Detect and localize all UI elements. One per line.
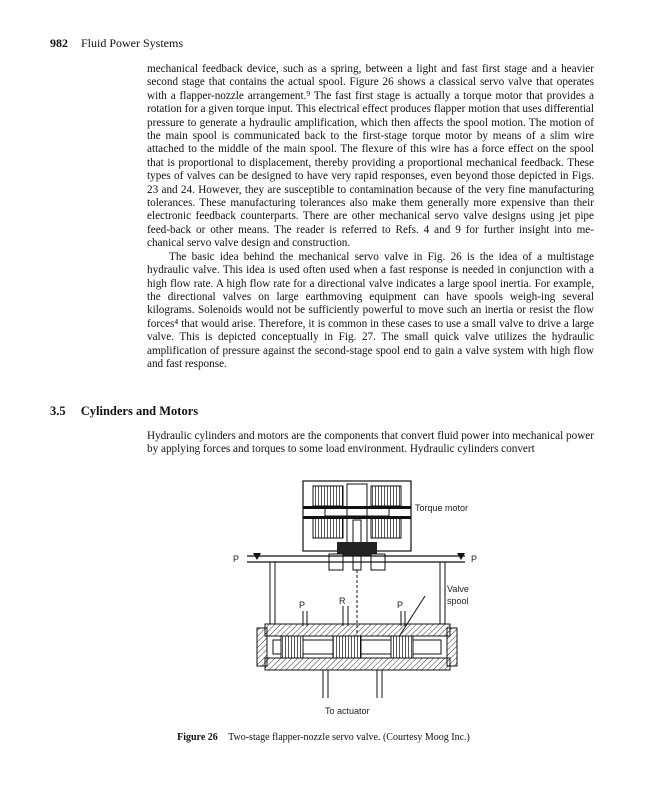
caption-number: Figure 26 xyxy=(177,732,218,743)
section-title: Cylinders and Motors xyxy=(80,404,199,418)
running-header xyxy=(50,36,183,51)
section-paragraph: Hydraulic cylinders and motors are the components that convert fluid power into mechanical power by applying forces and torques to some load environment. Hydraulic cylinders convert xyxy=(147,430,594,456)
label-spool: spool xyxy=(447,596,469,606)
label-p2: P xyxy=(397,600,404,610)
label-r: R xyxy=(339,596,346,606)
page-number: 982 xyxy=(50,36,68,50)
label-torque-motor: Torque motor xyxy=(415,503,469,513)
label-to-actuator: To actuator xyxy=(325,706,370,716)
servo-valve-diagram xyxy=(225,476,485,726)
label-valve: Valve xyxy=(447,584,469,594)
actuator-lines xyxy=(323,670,382,698)
section-number: 3.5 xyxy=(50,404,66,418)
running-title: Fluid Power Systems xyxy=(81,36,184,50)
section-heading xyxy=(50,404,198,419)
figure-caption xyxy=(0,732,647,743)
label-p-left: P xyxy=(233,554,240,564)
body-text xyxy=(147,63,594,371)
label-p1: P xyxy=(299,600,306,610)
section-text xyxy=(147,430,594,457)
servo-valve-figure xyxy=(225,476,485,726)
paragraph-1: mechanical feedback device, such as a spring, between a light and fast first stage and a heavier second stage that contains the actual spool. Figure 26 shows a classical servo valve that operates with a flapper-nozzle arrangement.⁹ The fast first stage is actually a torque motor that provides a rotation for a given torque input. This electrical effect produces flapper motion that uses differential pressure to generate a hydraulic amplification, which then affects the spool motion. The motion of the main spool is communicated back to the first-stage torque motor by means of a slim wire attached to the middle of the main spool. The flexure of this wire has a force effect on the spool that is proportional to displacement, thereby providing a proportional mechanical feedback. These types of valves can be designed to have very rapid responses, even beyond those depicted in Figs. 23 and 24. However, they are susceptible to contamination because of the very fine manufacturing tolerances. These manufacturing tolerances also make them generally more expensive than their electronic feedback counterparts. There are other mechanical servo valve designs using jet pipe feed-back or other means. The reader is referred to Refs. 4 and 9 for further insight into me-chanical servo valve design and construction. xyxy=(147,63,594,250)
caption-text: Two-stage flapper-nozzle servo valve. (Courtesy Moog Inc.) xyxy=(228,732,470,743)
label-p-right: P xyxy=(471,554,478,564)
paragraph-2: The basic idea behind the mechanical servo valve in Fig. 26 is the idea of a multistage hydraulic valve. This idea is used often used when a fast response is needed in conjunction with a high flow rate. A high flow rate for a directional valve indicates a large spool inertia. For example, the directional valves on large earthmoving equipment can have spools weigh-ing several kilograms. Solenoids would not be sufficiently powerful to move such an inertia or resist the flow forces⁴ that would arise. Therefore, it is common in these cases to use a small valve to drive a large valve. This is depicted conceptually in Fig. 27. The small quick valve utilizes the hydraulic amplification of pressure against the second-stage spool end to gain a valve system with high flow and fast response. xyxy=(147,250,594,370)
main-spool xyxy=(273,636,441,658)
